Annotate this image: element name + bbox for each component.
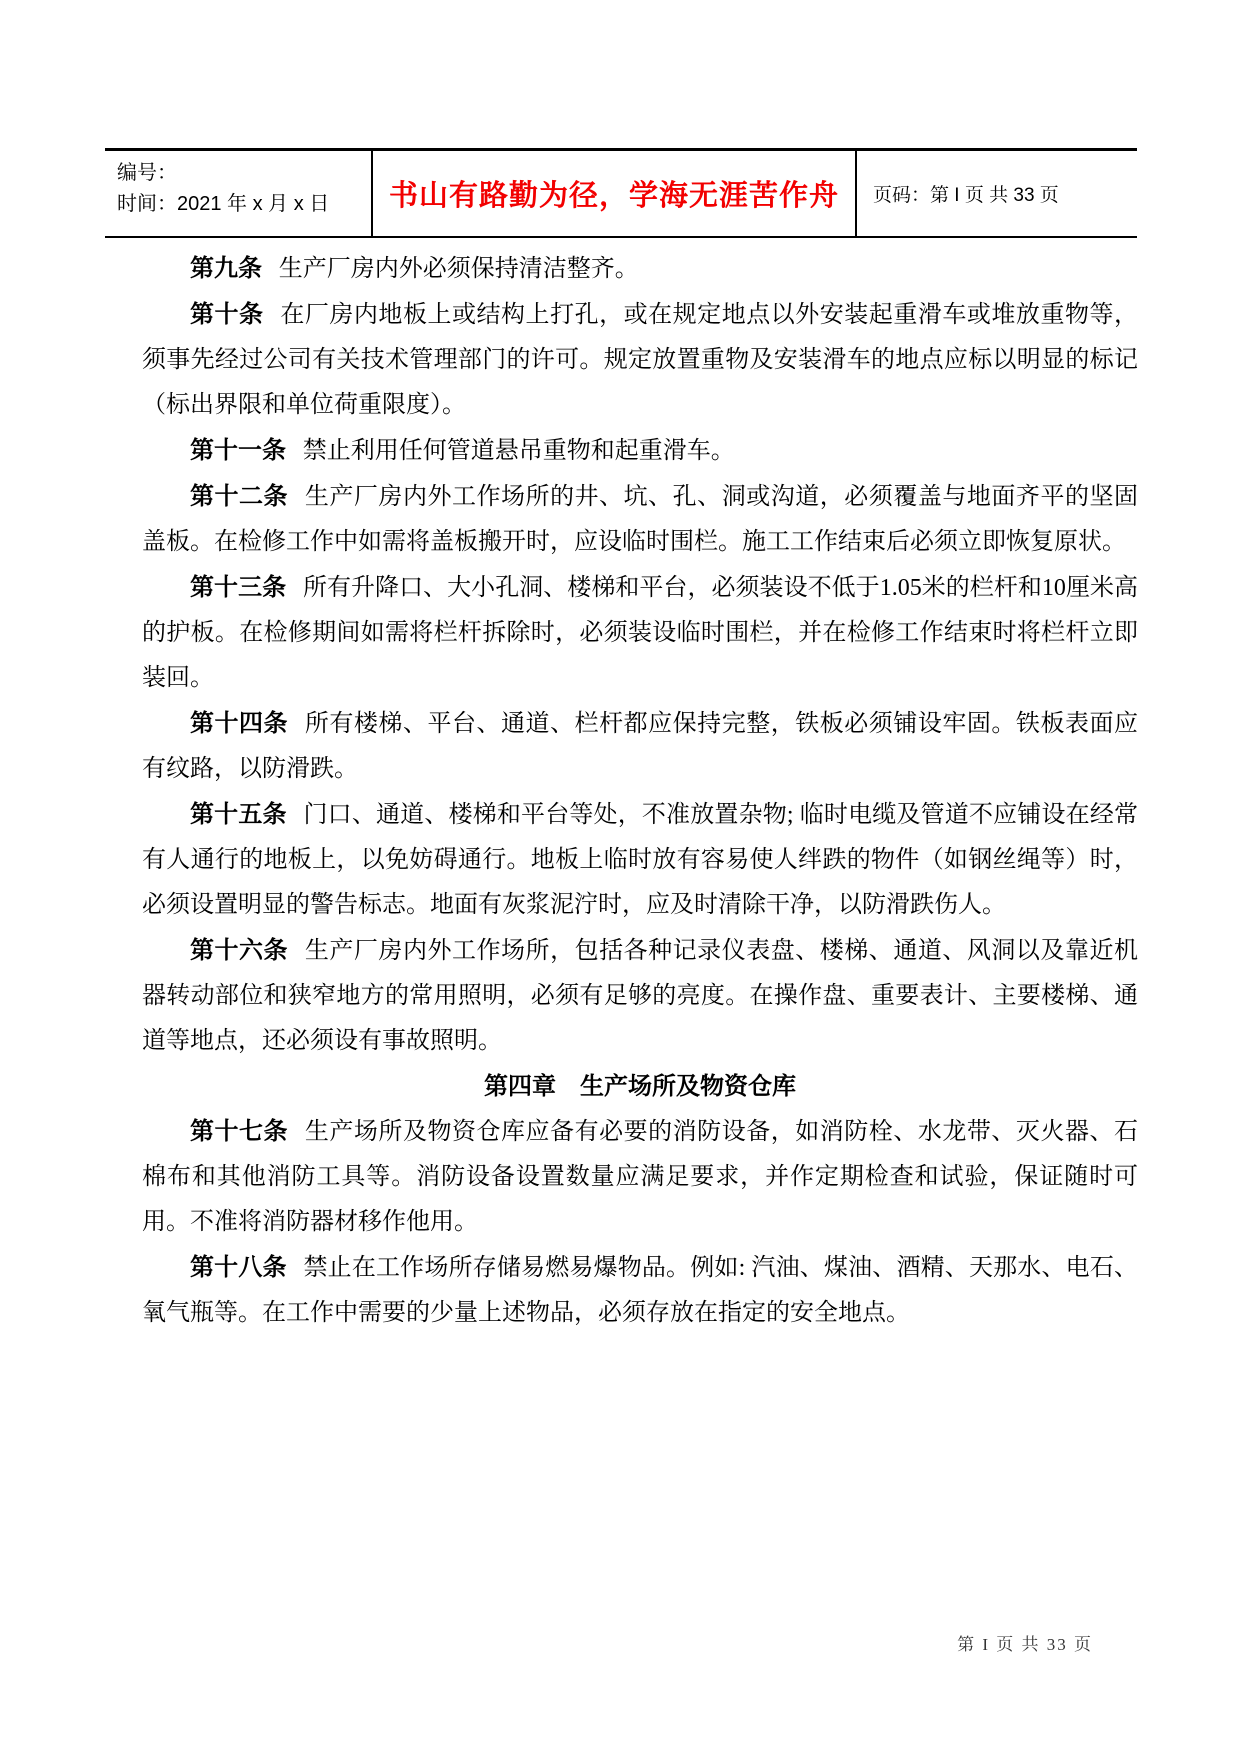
article-paragraph-11 xyxy=(142,428,1138,474)
header-table xyxy=(105,148,1137,238)
article-text: 禁止利用任何管道悬吊重物和起重滑车。 xyxy=(302,438,735,464)
footer-page-info: 第 I 页 共 33 页 xyxy=(957,1635,1093,1654)
header-page-label: 页码：第 I 页 共 33 页 xyxy=(873,185,1059,206)
header-slogan: 书山有路勤为径，学海无涯苦作舟 xyxy=(388,180,839,212)
article-text: 生产厂房内外工作场所的井、坑、孔、洞或沟道，必须覆盖与地面齐平的坚固盖板。在检修工作中如需将盖板搬开时，应设临时围栏。施工工作结束后必须立即恢复原状。 xyxy=(142,484,1138,555)
article-paragraph-16 xyxy=(142,928,1138,1064)
article-text: 在厂房内地板上或结构上打孔，或在规定地点以外安装起重滑车或堆放重物等，须事先经过公司有关技术管理部门的许可。规定放置重物及安装滑车的地点应标以明显的标记（标出界限和单位荷重限度）。 xyxy=(142,302,1139,418)
article-text: 生产厂房内外必须保持清洁整齐。 xyxy=(278,256,639,282)
doc-date-label: 时间：2021 年 x 月 x 日 xyxy=(117,193,330,215)
chapter-heading: 第四章 生产场所及物资仓库 xyxy=(484,1073,796,1100)
article-text: 禁止在工作场所存储易燃易爆物品。例如: 汽油、煤油、酒精、天那水、电石、氧气瓶等。在工作中需要的少量上述物品，必须存放在指定的安全地点。 xyxy=(142,1255,1138,1326)
article-paragraph-9 xyxy=(142,246,1138,292)
article-paragraph-18 xyxy=(142,1245,1138,1336)
article-text: 门口、通道、楼梯和平台等处，不准放置杂物; 临时电缆及管道不应铺设在经常有人通行的地板上，以免妨碍通行。地板上临时放有容易使人绊跌的物件（如钢丝绳等）时，必须设置明显的警告标志。地面有灰浆泥泞时，应及时清除干净，以防滑跌伤人。 xyxy=(142,802,1138,918)
article-paragraph-12 xyxy=(142,474,1138,565)
document-body xyxy=(142,246,1138,1336)
article-text: 生产厂房内外工作场所，包括各种记录仪表盘、楼梯、通道、风洞以及靠近机器转动部位和狭窄地方的常用照明，必须有足够的亮度。在操作盘、重要表计、主要楼梯、通道等地点，还必须设有事故照明。 xyxy=(142,938,1138,1054)
article-number: 第十六条 xyxy=(190,937,289,964)
article-number: 第十四条 xyxy=(190,710,289,737)
article-number: 第十条 xyxy=(190,301,264,328)
article-paragraph-17 xyxy=(142,1109,1138,1245)
article-paragraph-10 xyxy=(142,292,1138,428)
article-number: 第十一条 xyxy=(190,437,286,464)
article-number: 第十七条 xyxy=(190,1118,289,1145)
header-slogan-cell xyxy=(371,151,855,236)
article-text: 生产场所及物资仓库应备有必要的消防设备，如消防栓、水龙带、灭火器、石棉布和其他消防工具等。消防设备设置数量应满足要求，并作定期检查和试验，保证随时可用。不准将消防器材移作他用。 xyxy=(142,1119,1138,1235)
article-number: 第十五条 xyxy=(190,801,287,828)
page-footer xyxy=(957,1630,1093,1655)
article-number: 第十二条 xyxy=(190,483,289,510)
article-number: 第十八条 xyxy=(190,1254,287,1281)
article-paragraph-13 xyxy=(142,565,1138,701)
header-page-cell xyxy=(855,151,1137,236)
article-paragraph-14 xyxy=(142,701,1138,792)
doc-number-label: 编号： xyxy=(117,162,177,184)
article-number: 第九条 xyxy=(190,255,262,282)
header-meta-cell xyxy=(105,151,371,236)
article-text: 所有楼梯、平台、通道、栏杆都应保持完整，铁板必须铺设牢固。铁板表面应有纹路，以防滑跌。 xyxy=(142,711,1138,782)
article-text: 所有升降口、大小孔洞、楼梯和平台，必须装设不低于1.05米的栏杆和10厘米高的护板。在检修期间如需将栏杆拆除时，必须装设临时围栏，并在检修工作结束时将栏杆立即装回。 xyxy=(142,575,1139,691)
article-number: 第十三条 xyxy=(190,574,287,601)
article-paragraph-15 xyxy=(142,792,1138,928)
